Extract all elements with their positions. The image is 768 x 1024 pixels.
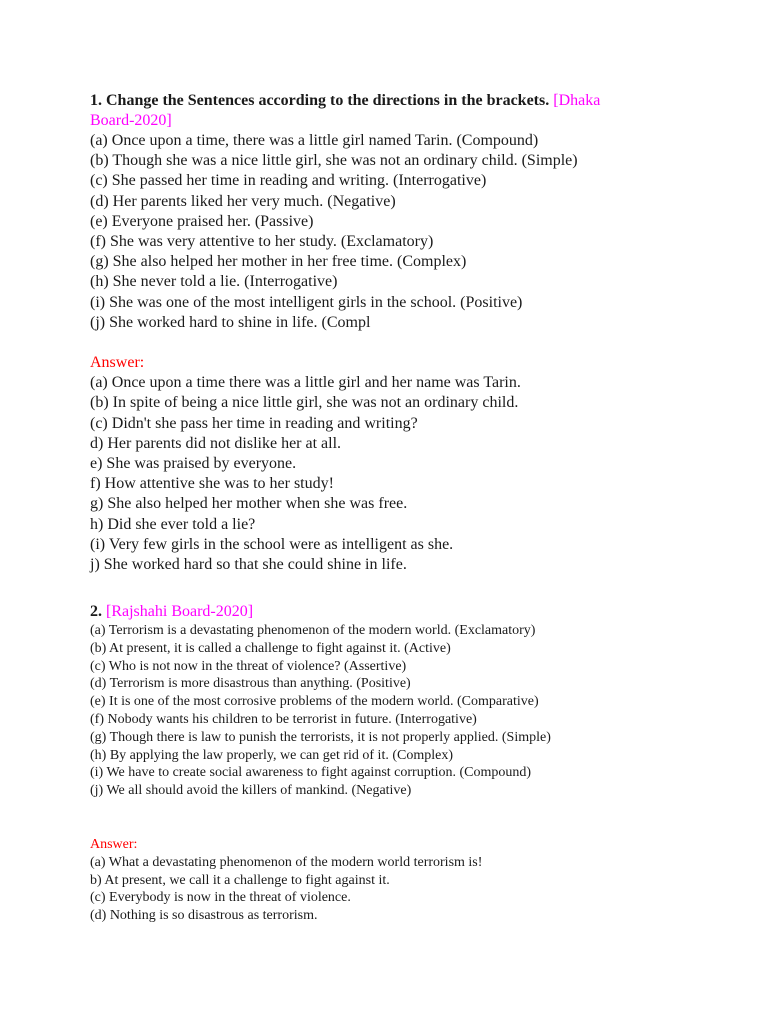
- answer-line: f) How attentive she was to her study!: [90, 475, 334, 493]
- answer-line: j) She worked hard so that she could shine in life.: [90, 556, 407, 574]
- answer-line: h) Did she ever told a lie?: [90, 515, 256, 533]
- question-line: (h) She never told a lie. (Interrogative): [90, 273, 338, 291]
- question-line: (h) By applying the law properly, we can get rid of it. (Complex): [90, 747, 453, 763]
- section-1-number: 1.: [90, 92, 102, 109]
- section-2-board-tag: [Rajshahi Board-2020]: [106, 603, 254, 620]
- question-line: (d) Terrorism is more disastrous than anything. (Positive): [90, 676, 411, 692]
- question-line: (i) We have to create social awareness to fight against corruption. (Compound): [90, 765, 532, 781]
- section-2: [90, 602, 650, 800]
- answer-line: (c) Everybody is now in the threat of violence.: [90, 890, 351, 906]
- answer-2-label: Answer:: [90, 837, 138, 852]
- question-line: (a) Once upon a time, there was a little girl named Tarin. (Compound): [90, 132, 539, 149]
- question-line: (j) She worked hard to shine in life. (Compl: [90, 313, 371, 331]
- section-1-board-tag-part2: Board-2020]: [90, 112, 172, 129]
- answer-1: [90, 353, 650, 575]
- answer-line: e) She was praised by everyone.: [90, 455, 297, 473]
- section-2-number: 2.: [90, 603, 102, 620]
- question-line: (g) She also helped her mother in her free time. (Complex): [90, 253, 467, 271]
- section-1-board-tag-part1: [Dhaka: [553, 92, 601, 109]
- answer-line: d) Her parents did not dislike her at all.: [90, 434, 342, 452]
- section-2-heading: [90, 602, 650, 622]
- question-line: (b) Though she was a nice little girl, she was not an ordinary child. (Simple): [90, 152, 578, 170]
- question-line: (g) Though there is law to punish the terrorists, it is not properly applied. (Simple): [90, 729, 551, 745]
- question-line: (e) It is one of the most corrosive problems of the modern world. (Comparative): [90, 694, 539, 710]
- answer-1-label: Answer:: [90, 354, 145, 371]
- answer-line: (i) Very few girls in the school were as intelligent as she.: [90, 535, 454, 553]
- section-1-title: Change the Sentences according to the directions in the brackets.: [106, 92, 550, 109]
- question-line: (d) Her parents liked her very much. (Negative): [90, 192, 396, 210]
- question-line: (b) At present, it is called a challenge to fight against it. (Active): [90, 640, 451, 656]
- section-1: [90, 91, 650, 333]
- answer-line: b) At present, we call it a challenge to fight against it.: [90, 872, 390, 888]
- answer-line: (d) Nothing is so disastrous as terrorism.: [90, 908, 318, 924]
- answer-line: g) She also helped her mother when she was free.: [90, 495, 408, 513]
- answer-2: [90, 836, 650, 925]
- question-line: (j) We all should avoid the killers of mankind. (Negative): [90, 783, 412, 799]
- answer-line: (b) In spite of being a nice little girl, she was not an ordinary child.: [90, 394, 519, 412]
- section-2-questions: [90, 622, 650, 800]
- section-1-questions: [90, 131, 650, 333]
- question-line: (c) She passed her time in reading and writing. (Interrogative): [90, 172, 487, 190]
- question-line: (a) Terrorism is a devastating phenomenon of the modern world. (Exclamatory): [90, 623, 536, 638]
- question-line: (e) Everyone praised her. (Passive): [90, 212, 314, 230]
- question-line: (f) She was very attentive to her study. (Exclamatory): [90, 233, 434, 251]
- answer-line: (c) Didn't she pass her time in reading and writing?: [90, 414, 418, 432]
- answer-line: (a) What a devastating phenomenon of the modern world terrorism is!: [90, 854, 483, 870]
- question-line: (c) Who is not now in the threat of violence? (Assertive): [90, 658, 407, 674]
- question-line: (i) She was one of the most intelligent girls in the school. (Positive): [90, 293, 523, 311]
- section-1-heading: [90, 91, 650, 131]
- answer-line: (a) Once upon a time there was a little girl and her name was Tarin.: [90, 374, 521, 392]
- question-line: (f) Nobody wants his children to be terrorist in future. (Interrogative): [90, 711, 477, 727]
